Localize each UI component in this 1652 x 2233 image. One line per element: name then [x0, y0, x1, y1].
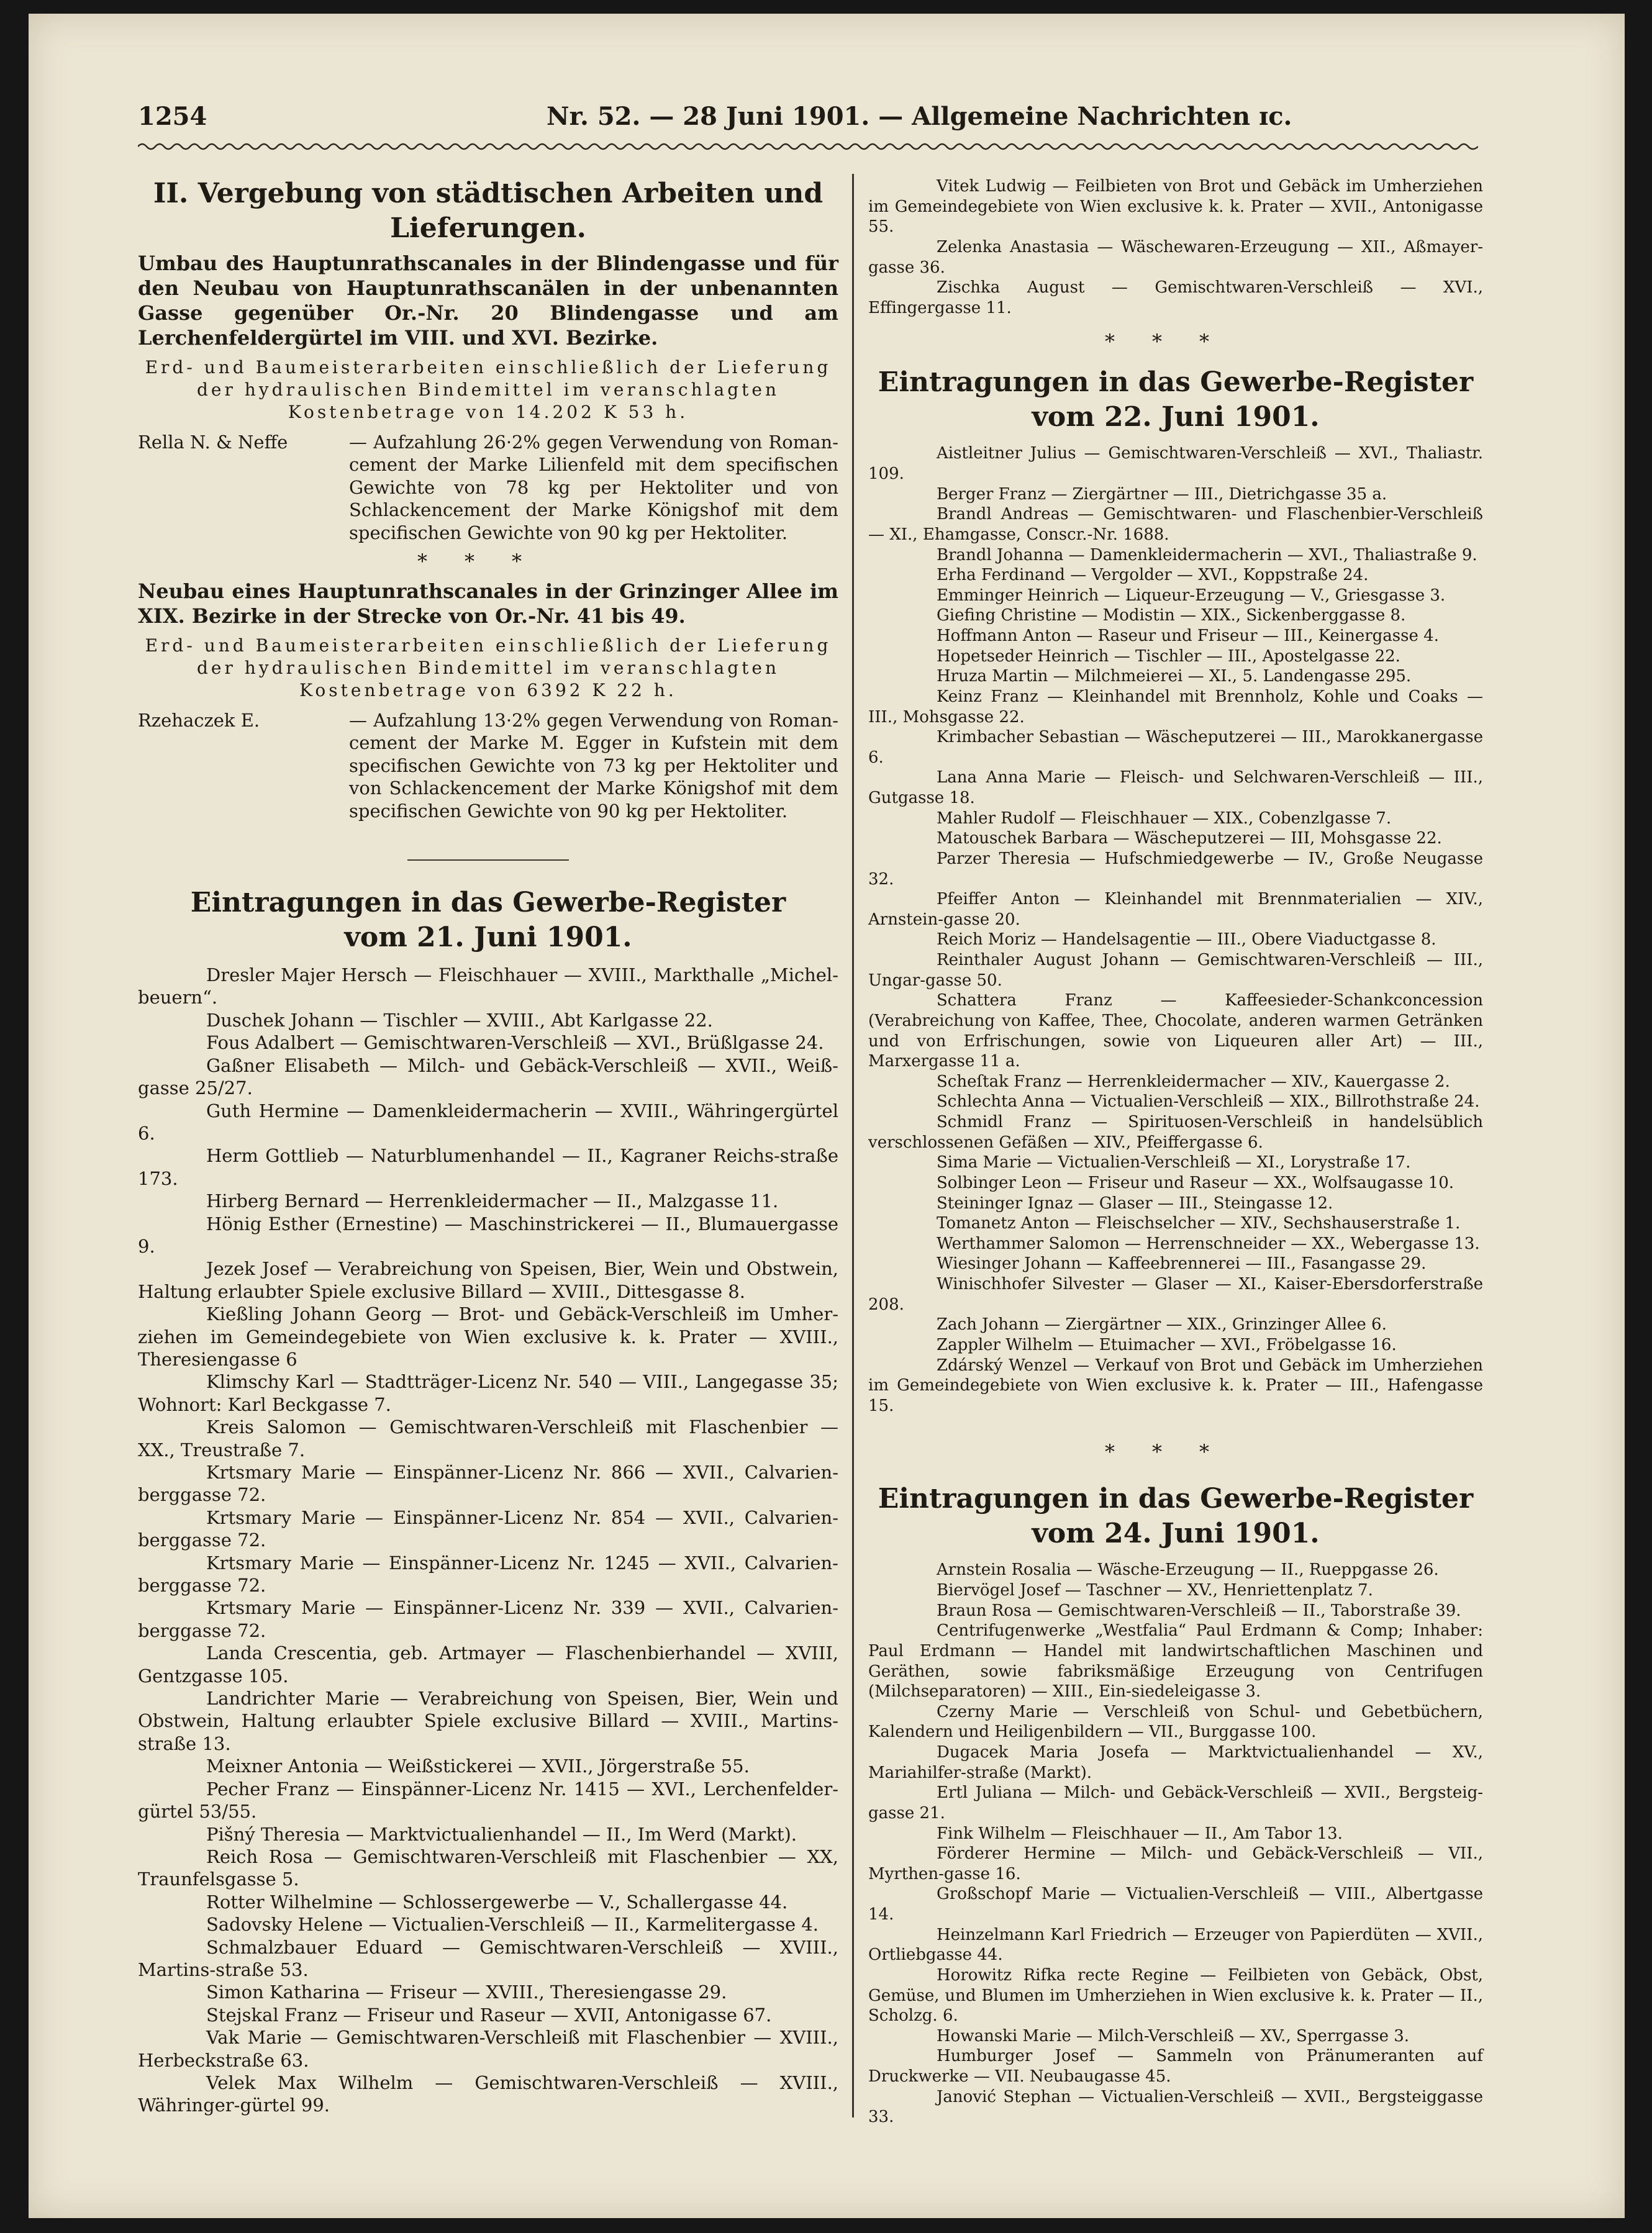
- register-entry: Reich Rosa — Gemischtwaren-Verschleiß mit Flaschenbier — XX, Traunfelsgasse 5.: [138, 1846, 838, 1890]
- register-entries-24: [868, 1560, 1483, 2127]
- bidder-row-2: [138, 709, 838, 822]
- register-entry: Dugacek Maria Josefa — Marktvictualienhandel — XV., Mariahilfer-straße (Markt).: [868, 1743, 1483, 1782]
- register-entry: Hönig Esther (Ernestine) — Maschinstrickerei — II., Blumauergasse 9.: [138, 1213, 838, 1257]
- register-entry: Krtsmary Marie — Einspänner-Licenz Nr. 339 — XVII., Calvarien-berggasse 72.: [138, 1597, 838, 1641]
- register-entry: Förderer Hermine — Milch- und Gebäck-Verschleiß — VII., Myrthen-gasse 16.: [868, 1844, 1483, 1883]
- register-entry: Biervögel Josef — Taschner — XV., Henriettenplatz 7.: [937, 1581, 1373, 1600]
- register-title-22: Eintragungen in das Gewerbe-Register: [878, 366, 1474, 399]
- register-entry: Schmidl Franz — Spirituosen-Verschleiß in handelsüblich verschlossenen Gefäßen — XIV., Pfeiffergasse 6.: [868, 1113, 1483, 1152]
- register-entries-22: [868, 443, 1483, 1416]
- column-divider: [852, 174, 854, 2118]
- register-entry: Sima Marie — Victualien-Verschleiß — XI., Lorystraße 17.: [937, 1153, 1411, 1172]
- bidder-name: Rzehaczek E.: [138, 710, 260, 732]
- register-entry: Horowitz Rifka recte Regine — Feilbieten von Gebäck, Obst, Gemüse, und Blumen im Umherziehen in Wien exclusive k. k. Prater — II., Scholzg. 6.: [868, 1965, 1483, 2026]
- page-header: [138, 102, 1478, 137]
- register-entry: Großschopf Marie — Victualien-Verschleiß — VIII., Albertgasse 14.: [868, 1885, 1483, 1924]
- right-column: [868, 176, 1483, 2127]
- separator-stars: ***: [1105, 330, 1246, 354]
- register-entry: Pišný Theresia — Marktvictualienhandel — II., Im Werd (Markt).: [206, 1823, 797, 1845]
- register-entry: Schattera Franz — Kaffeesieder-Schankconcession (Verabreichung von Kaffee, Thee, Chocolate, anderen warmen Getränken und von Erfrischungen, sowie von Liqueuren aller Art) — III., Marxergasse 11 a.: [868, 991, 1483, 1071]
- header-title: Nr. 52. — 28 Juni 1901. — Allgemeine Nachrichten ɪc.: [547, 102, 1292, 131]
- register-entry: Janović Stephan — Victualien-Verschleiß — XVII., Bergsteiggasse 33.: [868, 2087, 1483, 2127]
- register-entry: Kreis Salomon — Gemischtwaren-Verschleiß mit Flaschenbier — XX., Treustraße 7.: [138, 1416, 838, 1461]
- register-entry: Aistleitner Julius — Gemischtwaren-Verschleiß — XVI., Thaliastr. 109.: [868, 444, 1483, 483]
- register-entry: Ertl Juliana — Milch- und Gebäck-Verschleiß — XVII., Bergsteig-gasse 21.: [868, 1783, 1483, 1823]
- register-entry: Pfeiffer Anton — Kleinhandel mit Brennmaterialien — XIV., Arnstein-gasse 20.: [868, 890, 1483, 929]
- register-entry: Scheſtak Franz — Herrenkleidermacher — XIV., Kauergasse 2.: [937, 1072, 1450, 1091]
- register-entry: Stejskal Franz — Friseur und Raseur — XVII, Antonigasse 67.: [206, 2004, 772, 2026]
- register-entry: Krtsmary Marie — Einspänner-Licenz Nr. 854 — XVII., Calvarien-berggasse 72.: [138, 1506, 838, 1551]
- bidder-offer: — Aufzahlung 13·2% gegen Verwendung von Roman-cement der Marke M. Egger in Kufstein mit dem specifischen Gewichte von 73 kg per Hektoliter und von Schlackencement der Marke Königshof mit dem specifischen Gewichte von 90 kg per Hektoliter.: [349, 710, 838, 822]
- register-entry: Giefing Christine — Modistin — XIX., Sickenberggasse 8.: [937, 606, 1406, 625]
- register-entry: Reich Moriz — Handelsagentie — III., Obere Viaductgasse 8.: [937, 930, 1436, 949]
- register-entry: Krimbacher Sebastian — Wäscheputzerei — III., Marokkanergasse 6.: [868, 728, 1483, 767]
- register-entry: Emminger Heinrich — Liqueur-Erzeugung — V., Griesgasse 3.: [937, 586, 1446, 605]
- register-entry: Matouschek Barbara — Wäscheputzerei — III, Mohsgasse 22.: [937, 829, 1442, 848]
- register-entry: Winischhofer Silvester — Glaser — XI., Kaiser-Ebersdorferstraße 208.: [868, 1275, 1483, 1314]
- register-entry: Solbinger Leon — Friseur und Raseur — XX., Wolfsaugasse 10.: [937, 1173, 1455, 1192]
- register-entry: Tomanetz Anton — Fleischselcher — XIV., Sechshauserstraße 1.: [937, 1214, 1461, 1233]
- bidder-offer: — Aufzahlung 26·2% gegen Verwendung von Roman-cement der Marke Lilienfeld mit dem specifischen Gewichte von 78 kg per Hektoliter und von Schlackencement der Marke Königshof mit dem specifischen Gewichte von 90 kg per Hektoliter.: [349, 432, 838, 543]
- register-entry: Zelenka Anastasia — Wäschewaren-Erzeugung — XII., Aßmayer-gasse 36.: [868, 237, 1483, 277]
- register-entry: Duschek Johann — Tischler — XVIII., Abt Karlgasse 22.: [206, 1009, 713, 1031]
- register-entry: Zach Johann — Ziergärtner — XIX., Grinzinger Allee 6.: [937, 1315, 1387, 1334]
- register-entry: Hirberg Bernard — Herrenkleidermacher — II., Malzgasse 11.: [206, 1190, 779, 1212]
- register-entry: Vitek Ludwig — Feilbieten von Brot und Gebäck im Umherziehen im Gemeindegebiete von Wien exclusive k. k. Prater — XVII., Antonigasse 55.: [868, 177, 1483, 237]
- register-entry: Jezek Josef — Verabreichung von Speisen, Bier, Wein und Obstwein, Haltung erlaubter Spiele exclusive Billard — XVIII., Dittesgasse 8.: [138, 1258, 838, 1302]
- register-entry: Brandl Andreas — Gemischtwaren- und Flaschenbier-Verschleiß — XI., Ehamgasse, Conscr.-Nr. 1688.: [868, 505, 1483, 544]
- register-entry: Sadovsky Helene — Victualien-Verschleiß — II., Karmelitergasse 4.: [206, 1914, 819, 1936]
- register-entries-continued: [868, 176, 1483, 318]
- register-entry: Hopetseder Heinrich — Tischler — III., Apostelgasse 22.: [937, 646, 1400, 666]
- register-entry: Dresler Majer Hersch — Fleischhauer — XVIII., Markthalle „Michel-beuern“.: [138, 964, 838, 1008]
- left-column: [138, 176, 838, 2117]
- register-entry: Rotter Wilhelmine — Schlossergewerbe — V., Schallergasse 44.: [206, 1891, 788, 1913]
- register-entry: Landrichter Marie — Verabreichung von Speisen, Bier, Wein und Obstwein, Haltung erlaubter Spiele exclusive Billard — XVIII., Martins-straße 13.: [138, 1688, 838, 1754]
- register-entry: Centrifugenwerke „Westfalia“ Paul Erdmann & Comp; Inhaber: Paul Erdmann — Handel mit landwirtschaftlichen Maschinen und Geräthen, sowie fabriksmäßige Erzeugung von Centrifugen (Milchseparatoren) — XIII., Ein-siedeleigasse 3.: [868, 1621, 1483, 1701]
- bidder-name: Rella N. & Neffe: [138, 432, 288, 453]
- project-heading-2: Neubau eines Hauptunrathscanales in der Grinzinger Allee im XIX. Bezirke in der Strecke von Or.-Nr. 41 bis 49.: [138, 579, 838, 628]
- register-entry: Arnstein Rosalia — Wäsche-Erzeugung — II., Rueppgasse 26.: [937, 1560, 1439, 1580]
- register-entry: Humburger Josef — Sammeln von Pränumeranten auf Druckwerke — VII. Neubaugasse 45.: [868, 2047, 1483, 2086]
- register-entry: Meixner Antonia — Weißstickerei — XVII., Jörgerstraße 55.: [206, 1755, 750, 1777]
- register-entry: Schmalzbauer Eduard — Gemischtwaren-Verschleiß — XVIII., Martins-straße 53.: [138, 1936, 838, 1980]
- page-number: 1254: [138, 102, 207, 131]
- register-entry: Lana Anna Marie — Fleisch- und Selchwaren-Verschleiß — III., Gutgasse 18.: [868, 768, 1483, 807]
- register-entry: Steininger Ignaz — Glaser — III., Steingasse 12.: [937, 1194, 1333, 1213]
- register-entry: Guth Hermine — Damenkleidermacherin — XVIII., Währingergürtel 6.: [138, 1100, 838, 1144]
- register-entry: Zischka August — Gemischtwaren-Verschleiß — XVI., Effingergasse 11.: [868, 278, 1483, 317]
- register-entry: Herm Gottlieb — Naturblumenhandel — II., Kagraner Reichs-straße 173.: [138, 1145, 838, 1189]
- register-entry: Velek Max Wilhelm — Gemischtwaren-Verschleiß — XVIII., Währinger-gürtel 99.: [138, 2072, 838, 2116]
- register-entry: Vak Marie — Gemischtwaren-Verschleiß mit Flaschenbier — XVIII., Herbeckstraße 63.: [138, 2027, 838, 2071]
- register-entry: Fous Adalbert — Gemischtwaren-Verschleiß — XVI., Brüßlgasse 24.: [206, 1032, 824, 1054]
- register-entry: Klimschy Karl — Stadtträger-Licenz Nr. 540 — VIII., Langegasse 35; Wohnort: Karl Beckgasse 7.: [138, 1371, 838, 1415]
- project-spec-2: Erd- und Baumeisterarbeiten einschließlich der Lieferung der hydraulischen Bindemittel im veranschlagten Kostenbetrage von 6392 K 22 h.: [145, 635, 832, 701]
- section-title-cont: Lieferungen.: [390, 212, 586, 244]
- section-rule: [407, 859, 569, 861]
- register-date-24: vom 24. Juni 1901.: [1032, 1518, 1320, 1550]
- register-title-24: Eintragungen in das Gewerbe-Register: [878, 1483, 1474, 1515]
- register-date-21: vom 21. Juni 1901.: [344, 922, 632, 954]
- project-heading-1: Umbau des Hauptunrathscanales in der Blindengasse und für den Neubau von Hauptunrathscanälen in der unbenannten Gasse gegenüber Or.-Nr. 20 Blindengasse und am Lerchenfeldergürtel im VIII. und XVI. Bezirke.: [138, 251, 838, 350]
- register-entry: Hruza Martin — Milchmeierei — XI., 5. Landengasse 295.: [937, 667, 1412, 686]
- register-entry: Heinzelmann Karl Friedrich — Erzeuger von Papierdüten — XVII., Ortliebgasse 44.: [868, 1925, 1483, 1965]
- register-date-22: vom 22. Juni 1901.: [1032, 401, 1320, 433]
- separator-stars: ***: [417, 550, 559, 574]
- register-entry: Hoffmann Anton — Raseur und Friseur — III., Keinergasse 4.: [937, 627, 1439, 645]
- header-wavy-rule: [138, 140, 1478, 153]
- register-entry: Pecher Franz — Einspänner-Licenz Nr. 1415 — XVI., Lerchenfelder-gürtel 53/55.: [138, 1778, 838, 1823]
- register-entry: Fink Wilhelm — Fleischhauer — II., Am Tabor 13.: [937, 1824, 1343, 1843]
- separator-stars: ***: [1105, 1440, 1246, 1464]
- register-entry: Zappler Wilhelm — Etuimacher — XVI., Fröbelgasse 16.: [937, 1335, 1397, 1354]
- register-entry: Krtsmary Marie — Einspänner-Licenz Nr. 866 — XVII., Calvarien-berggasse 72.: [138, 1462, 838, 1506]
- register-entry: Mahler Rudolf — Fleischhauer — XIX., Cobenzlgasse 7.: [937, 808, 1392, 828]
- register-entry: Braun Rosa — Gemischtwaren-Verschleiß — II., Taborstraße 39.: [937, 1601, 1461, 1620]
- register-entry: Reinthaler August Johann — Gemischtwaren-Verschleiß — III., Ungar-gasse 50.: [868, 951, 1483, 990]
- register-entry: Simon Katharina — Friseur — XVIII., Theresiengasse 29.: [206, 1982, 727, 2003]
- register-entry: Parzer Theresia — Hufschmiedgewerbe — IV., Große Neugasse 32.: [868, 849, 1483, 889]
- register-entry: Schlechta Anna — Victualien-Verschleiß — XIX., Billrothstraße 24.: [937, 1092, 1480, 1112]
- register-entry: Howanski Marie — Milch-Verschleiß — XV., Sperrgasse 3.: [937, 2026, 1410, 2045]
- bidder-row-1: [138, 431, 838, 544]
- register-entry: Zdárský Wenzel — Verkauf von Brot und Gebäck im Umherziehen im Gemeindegebiete von Wien exclusive k. k. Prater — III., Hafengasse 15.: [868, 1356, 1483, 1415]
- register-title-21: Eintragungen in das Gewerbe-Register: [190, 887, 786, 919]
- project-spec-1: Erd- und Baumeisterarbeiten einschließlich der Lieferung der hydraulischen Bindemittel im veranschlagten Kostenbetrage von 14.202 K 53 h.: [145, 357, 832, 422]
- register-entry: Wiesinger Johann — Kaffeebrennerei — III., Fasangasse 29.: [937, 1254, 1427, 1274]
- register-entry: Krtsmary Marie — Einspänner-Licenz Nr. 1245 — XVII., Calvarien-berggasse 72.: [138, 1552, 838, 1597]
- register-entry: Brandl Johanna — Damenkleidermacherin — XVI., Thaliastraße 9.: [937, 545, 1477, 564]
- register-entry: Keinz Franz — Kleinhandel mit Brennholz, Kohle und Coaks — III., Mohsgasse 22.: [868, 687, 1483, 727]
- register-entry: Czerny Marie — Verschleiß von Schul- und Gebetbüchern, Kalendern und Heiligenbildern — VII., Burggasse 100.: [868, 1702, 1483, 1742]
- register-entries-21: [138, 964, 838, 2117]
- register-entry: Gaßner Elisabeth — Milch- und Gebäck-Verschleiß — XVII., Weiß-gasse 25/27.: [138, 1054, 838, 1099]
- register-entry: Kießling Johann Georg — Brot- und Gebäck-Verschleiß im Umher-ziehen im Gemeindegebiete von Wien exclusive k. k. Prater — XVIII., Theresiengasse 6: [138, 1303, 838, 1370]
- register-entry: Berger Franz — Ziergärtner — III., Dietrichgasse 35 a.: [937, 484, 1387, 504]
- section-title: II. Vergebung von städtischen Arbeiten und: [153, 178, 824, 209]
- register-entry: Werthammer Salomon — Herrenschneider — XX., Webergasse 13.: [937, 1234, 1480, 1253]
- register-entry: Erha Ferdinand — Vergolder — XVI., Koppstraße 24.: [937, 566, 1369, 585]
- register-entry: Landa Crescentia, geb. Artmayer — Flaschenbierhandel — XVIII, Gentzgasse 105.: [138, 1642, 838, 1687]
